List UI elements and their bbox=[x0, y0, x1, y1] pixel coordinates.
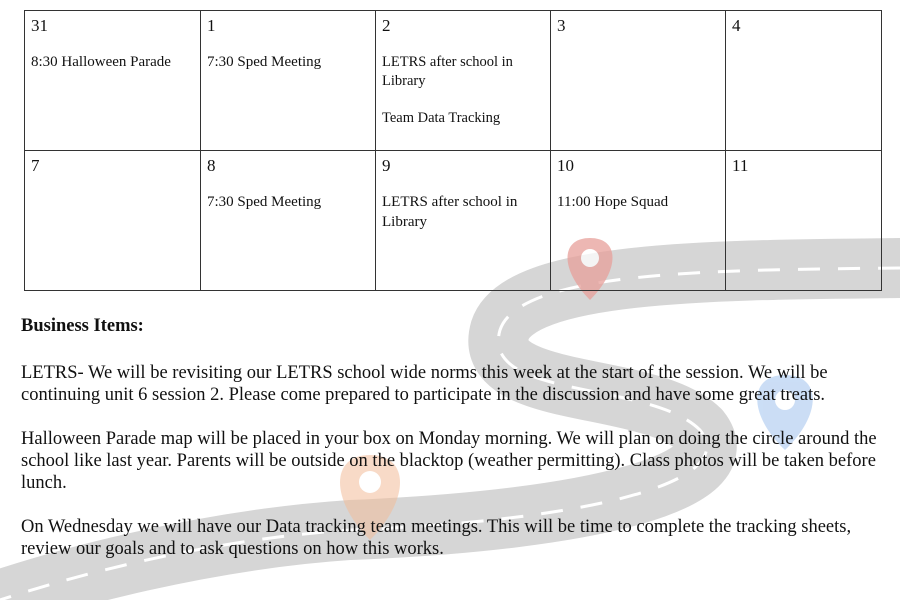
calendar-day-cell bbox=[25, 151, 201, 291]
day-number: 31 bbox=[31, 16, 48, 35]
day-number: 11 bbox=[732, 156, 749, 175]
calendar-event: 7:30 Sped Meeting bbox=[207, 194, 322, 211]
calendar-day-cell bbox=[551, 151, 726, 291]
day-number: 10 bbox=[557, 156, 574, 175]
calendar-event: LETRS after school in Library bbox=[382, 194, 518, 230]
calendar-event: LETRS after school in Library bbox=[382, 54, 513, 89]
calendar-day-cell bbox=[726, 11, 882, 151]
day-number: 4 bbox=[732, 16, 741, 35]
calendar-grid bbox=[24, 10, 882, 291]
calendar-event: Team Data Tracking bbox=[382, 109, 501, 126]
calendar-week bbox=[25, 11, 882, 151]
calendar-day-cell bbox=[201, 11, 376, 151]
calendar-day-cell bbox=[376, 11, 551, 151]
calendar-day-cell bbox=[201, 151, 376, 291]
day-number: 3 bbox=[557, 16, 566, 35]
business-paragraph: Halloween Parade map will be placed in your box on Monday morning. We will plan on doing the circle around the school like last year. Parents will be outside on the blacktop (weather permitting). Class photos will be taken before lunch. bbox=[21, 429, 877, 493]
day-number: 2 bbox=[382, 16, 391, 35]
calendar-event: 11:00 Hope Squad bbox=[557, 194, 669, 211]
calendar-event: 8:30 Halloween Parade bbox=[31, 54, 171, 71]
calendar-week bbox=[25, 151, 882, 291]
day-number: 1 bbox=[207, 16, 216, 35]
day-number: 7 bbox=[31, 156, 40, 175]
business-section bbox=[21, 315, 883, 582]
section-heading: Business Items: bbox=[21, 316, 144, 336]
business-paragraph: On Wednesday we will have our Data tracking team meetings. This will be time to complete the tracking sheets, review our goals and to ask questions on how this works. bbox=[21, 517, 852, 559]
business-paragraph: LETRS- We will be revisiting our LETRS school wide norms this week at the start of the session. We will be continuing unit 6 session 2. Please come prepared to participate in the discussion and have some great treats. bbox=[21, 363, 828, 405]
calendar-day-cell bbox=[25, 11, 201, 151]
calendar-day-cell bbox=[726, 151, 882, 291]
calendar-day-cell bbox=[551, 11, 726, 151]
calendar-day-cell bbox=[376, 151, 551, 291]
day-number: 8 bbox=[207, 156, 216, 175]
calendar-event: 7:30 Sped Meeting bbox=[207, 54, 322, 71]
day-number: 9 bbox=[382, 156, 391, 175]
